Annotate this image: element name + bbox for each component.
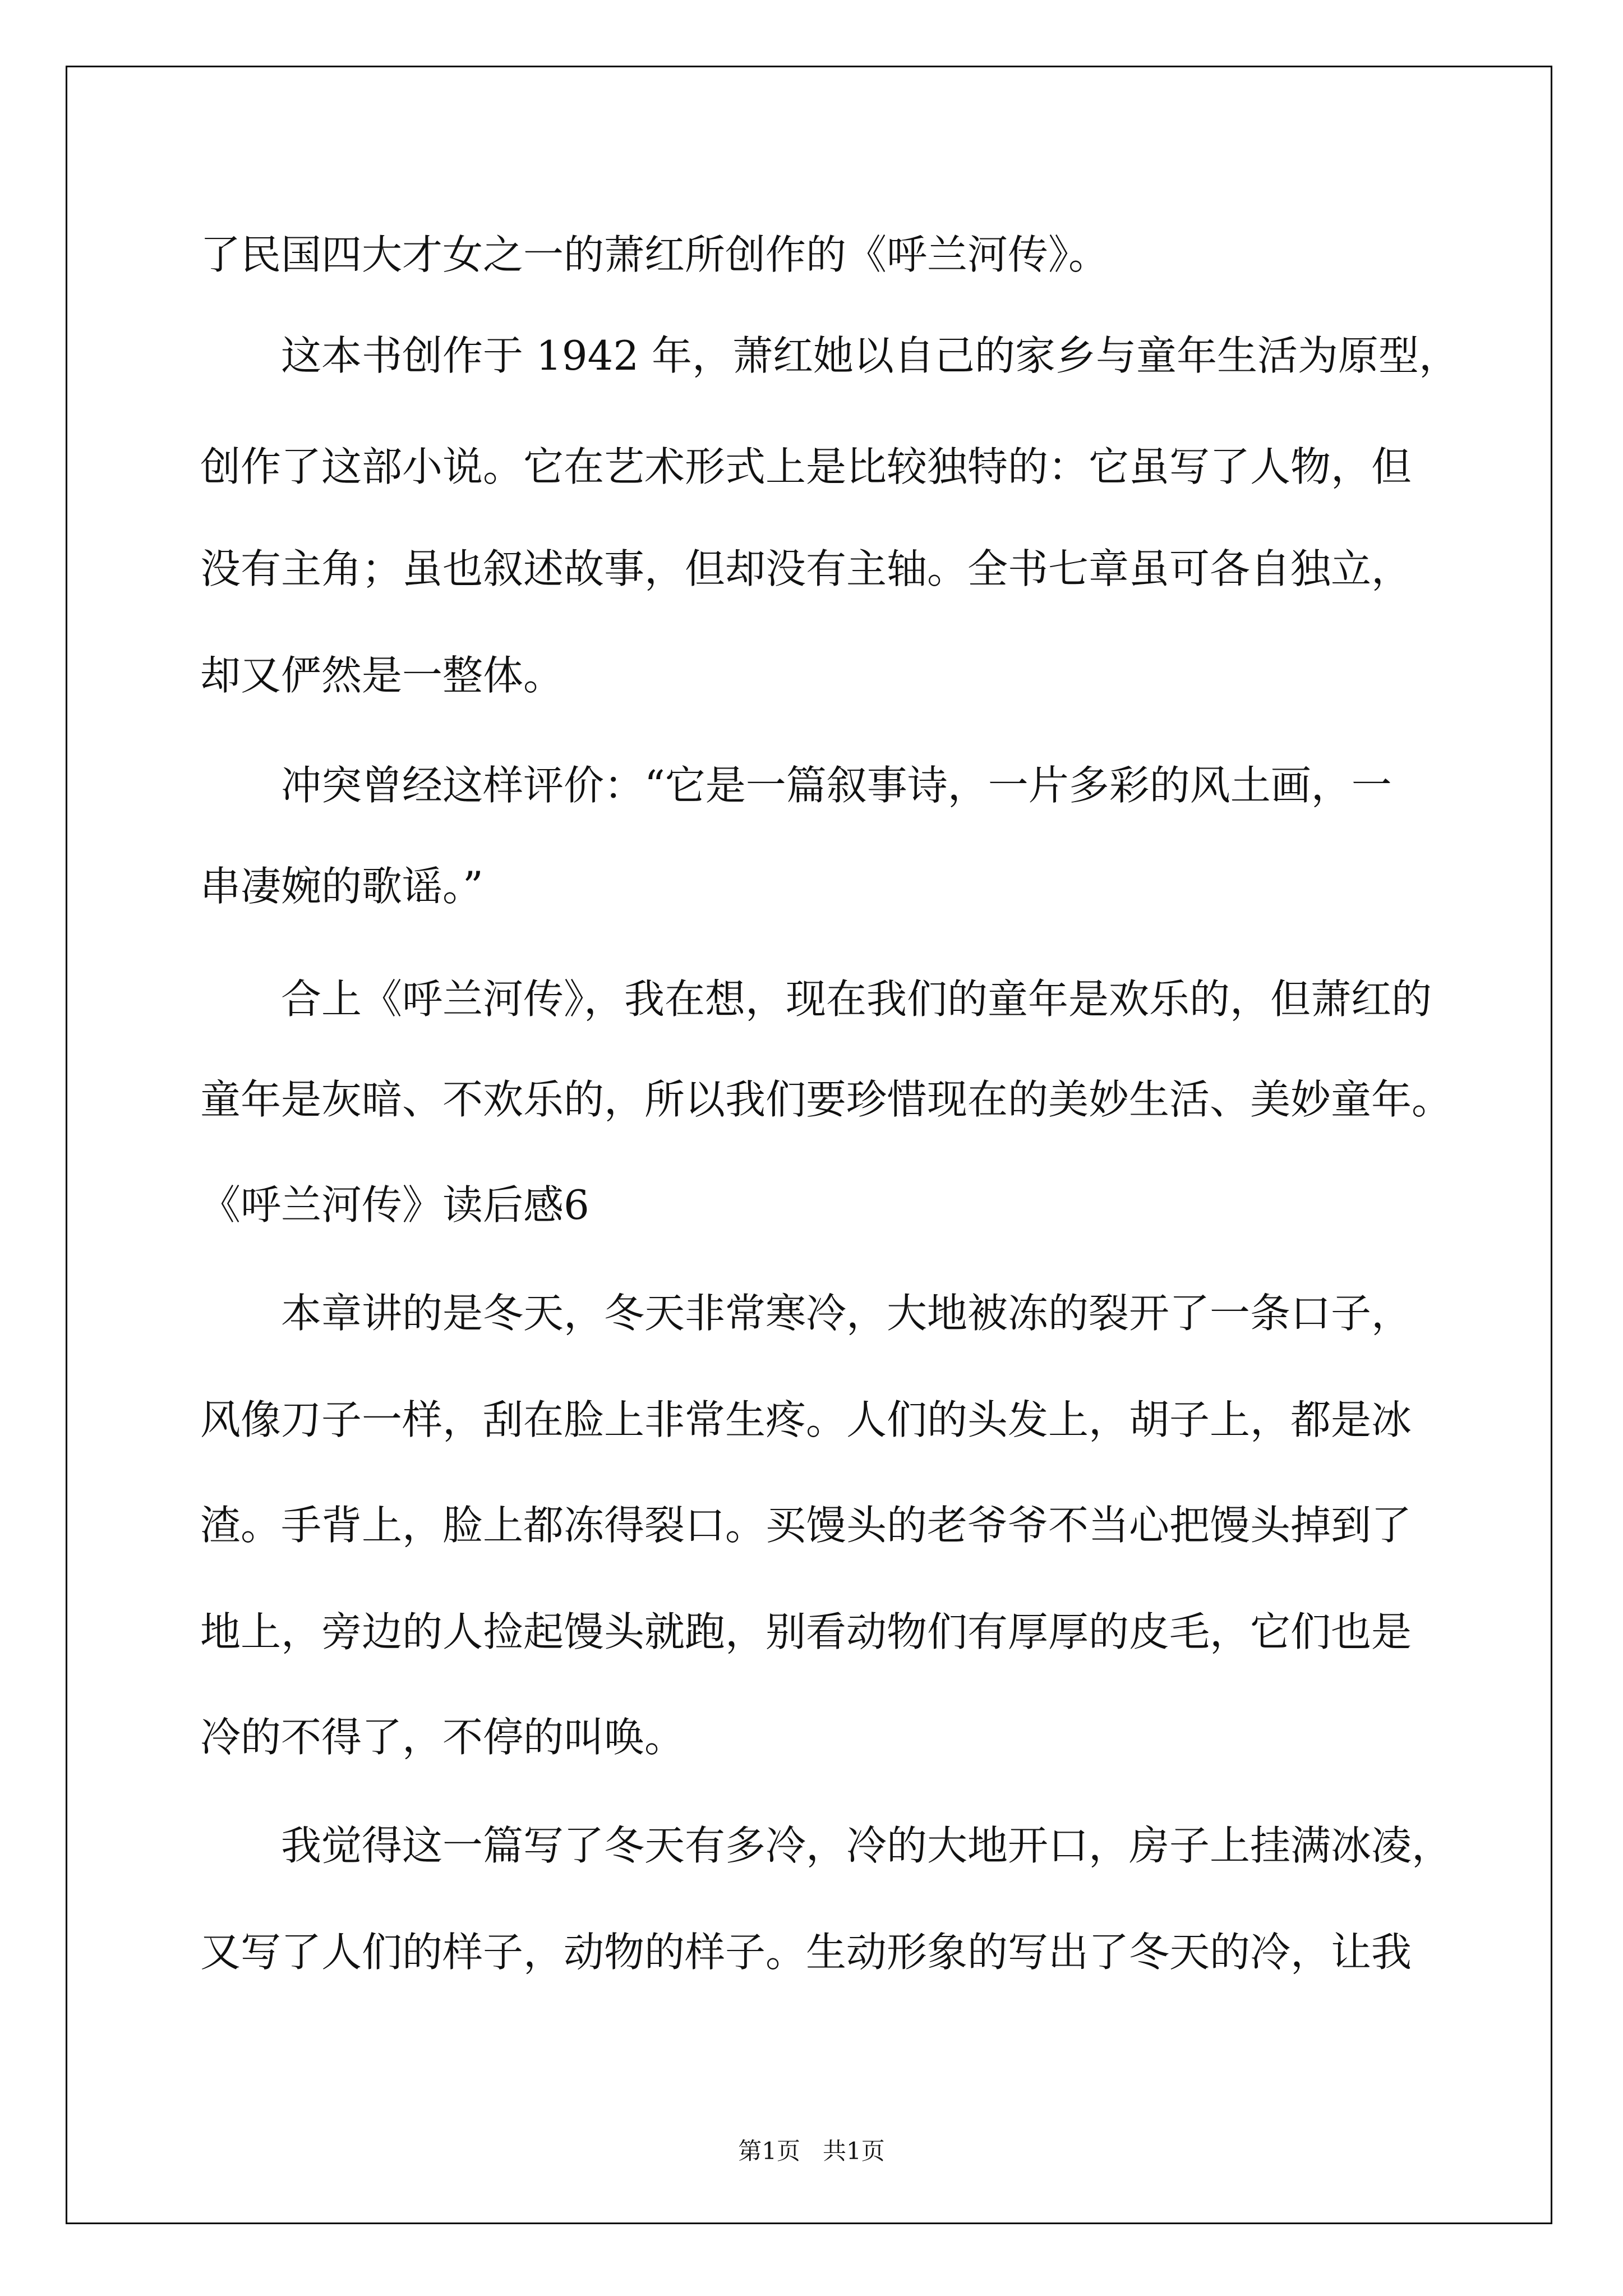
text-line: 创作了这部小说。它在艺术形式上是比较独特的：它虽写了人物，但 bbox=[200, 443, 1412, 490]
text-line: 冷的不得了，不停的叫唤。 bbox=[200, 1714, 685, 1761]
text-line: 我觉得这一篇写了冬天有多冷，冷的大地开口，房子上挂满冰凌， bbox=[281, 1822, 1453, 1869]
text-line: 又写了人们的样子，动物的样子。生动形象的写出了冬天的冷，让我 bbox=[200, 1929, 1412, 1976]
text-line: 冲突曾经这样评价：“它是一篇叙事诗，一片多彩的风土画，一 bbox=[281, 762, 1392, 809]
text-line: 本章讲的是冬天，冬天非常寒冷，大地被冻的裂开了一条口子， bbox=[281, 1290, 1412, 1337]
text-line: 了民国四大才女之一的萧红所创作的《呼兰河传》。 bbox=[200, 231, 1109, 278]
section-heading: 《呼兰河传》读后感6 bbox=[200, 1181, 589, 1228]
text-line: 渣。手背上，脸上都冻得裂口。买馒头的老爷爷不当心把馒头掉到了 bbox=[200, 1502, 1412, 1549]
text-line: 风像刀子一样，刮在脸上非常生疼。人们的头发上，胡子上，都是冰 bbox=[200, 1396, 1412, 1443]
text-line: 合上《呼兰河传》，我在想，现在我们的童年是欢乐的，但萧红的 bbox=[281, 976, 1432, 1023]
text-line: 串凄婉的歌谣。” bbox=[200, 863, 483, 910]
page-number-footer: 第1页 共1页 bbox=[738, 2137, 885, 2165]
text-line: 却又俨然是一整体。 bbox=[200, 652, 564, 699]
text-line: 童年是灰暗、不欢乐的，所以我们要珍惜现在的美妙生活、美妙童年。 bbox=[200, 1076, 1453, 1123]
text-line: 没有主角；虽也叙述故事，但却没有主轴。全书七章虽可各自独立， bbox=[200, 545, 1412, 592]
text-line: 这本书创作于 1942 年，萧红她以自己的家乡与童年生活为原型， bbox=[281, 332, 1460, 379]
text-line: 地上，旁边的人捡起馒头就跑，别看动物们有厚厚的皮毛，它们也是 bbox=[200, 1608, 1412, 1655]
page-border bbox=[66, 66, 1552, 2224]
